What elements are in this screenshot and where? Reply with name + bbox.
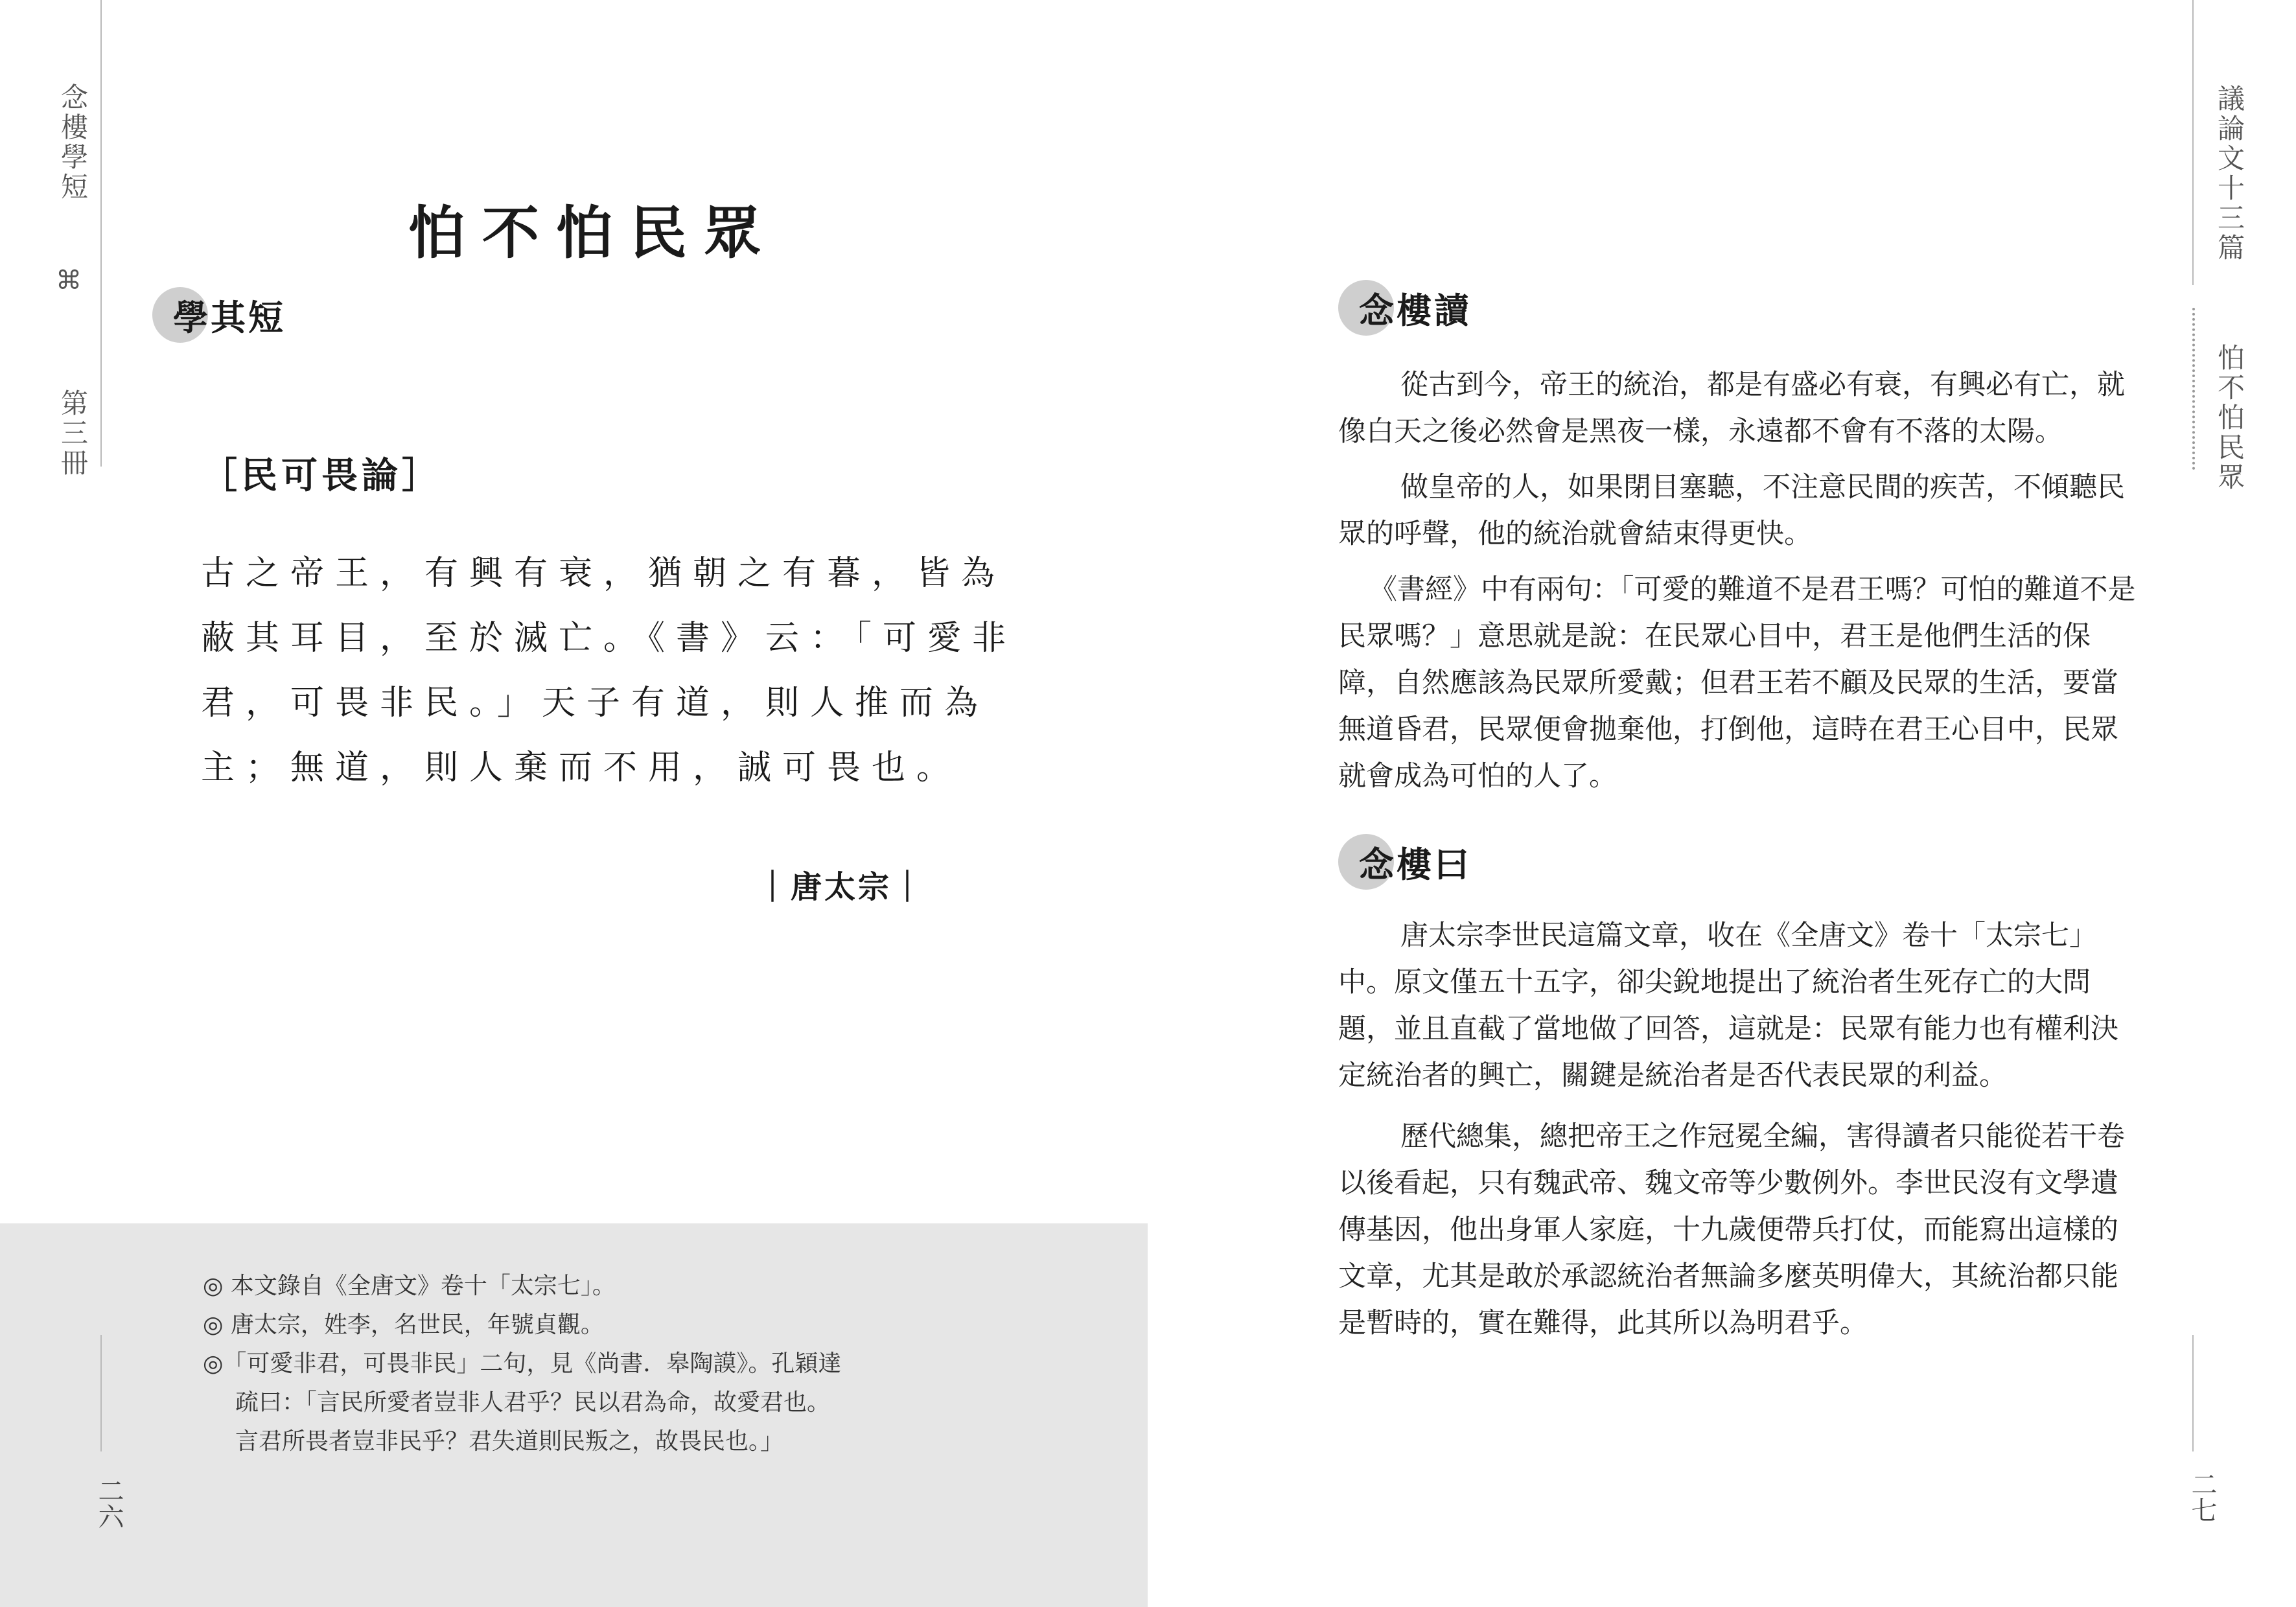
read-paragraph: 從古到今，帝王的統治，都是有盛必有衰，有興必有亡，就像白天之後必然會是黑夜一樣，永遠都不會有不落的太陽。 <box>1338 369 2125 448</box>
note-line: ◎「可愛非君，可畏非民」二句，見《尚書．皋陶謨》。孔穎達 <box>203 1350 842 1377</box>
read-body <box>1338 362 2142 809</box>
classical-line: 蔽其耳目，至於滅亡。《書》云：「可愛非 <box>201 619 1017 658</box>
classical-text <box>201 541 1017 800</box>
dotted-rule <box>2192 308 2195 470</box>
say-paragraph: 歷代總集，總把帝王之作冠冕全編，害得讀者只能從若干卷以後看起，只有魏武帝、魏文帝等少數例外。李世民沒有文學遺傳基因，他出身軍人家庭，十九歲便帶兵打仗，而能寫出這樣的文章，尤其是敢於承認統治者無論多麼英明偉大，其統治都只能是暫時的，實在難得，此其所以為明君乎。 <box>1338 1120 2125 1339</box>
note-line: 言君所畏者豈非民乎？君失道則民叛之，故畏民也。」 <box>235 1428 784 1455</box>
classical-line: 君，可畏非民。」天子有道，則人推而為 <box>201 684 990 723</box>
read-paragraph: 《書經》中有兩句：「可愛的難道不是君王嗎？可怕的難道不是民眾嗎？」意思就是說：在民眾心目中，君王是他們生活的保障，自然應該為民眾所愛戴；但君王若不顧及民眾的生活，要當無道昏君，民眾便會拋棄他，打倒他，這時在君王心目中，民眾就會成為可怕的人了。 <box>1338 573 2136 792</box>
read-paragraph: 做皇帝的人，如果閉目塞聽，不注意民間的疾苦，不傾聽民眾的呼聲，他的統治就會結束得更快。 <box>1338 471 2125 550</box>
notes-block <box>203 1267 841 1461</box>
right-margin-rule-bottom <box>2192 1335 2194 1451</box>
say-section-heading <box>1338 834 1472 890</box>
learn-heading-text: 學其短 <box>173 297 286 338</box>
volume-label: 第三冊 <box>57 389 89 478</box>
left-margin-rule-top <box>100 0 102 467</box>
page-title: 怕不怕民眾 <box>408 199 778 266</box>
say-heading-text: 念樓曰 <box>1359 844 1472 885</box>
say-paragraph: 唐太宗李世民這篇文章，收在《全唐文》卷十「太宗七」中。原文僅五十五字，卻尖銳地提出了統治者生死存亡的大問題，並且直截了當地做了回答，這就是：民眾有能力也有權利決定統治者的興亡，關鍵是統治者是否代表民眾的利益。 <box>1338 919 2118 1092</box>
note-line: ◎ 唐太宗，姓李，名世民，年號貞觀。 <box>203 1312 604 1338</box>
read-heading-text: 念樓讀 <box>1359 290 1472 331</box>
left-margin-rule-bottom <box>100 1335 102 1451</box>
note-line: 疏曰：「言民所愛者豈非人君乎？民以君為命，故愛君也。 <box>235 1389 831 1416</box>
command-symbol: ⌘ <box>56 266 82 295</box>
right-margin-rule-top <box>2192 0 2194 285</box>
classical-line: 古之帝王，有興有衰，猶朝之有暮，皆為 <box>201 554 1006 593</box>
say-body <box>1338 912 2142 1356</box>
book-title: 念樓學短 <box>57 83 89 202</box>
author-attribution: ｜唐太宗｜ <box>757 869 926 905</box>
chapter-label: 怕不怕民眾 <box>2214 343 2245 492</box>
learn-section-heading <box>152 287 286 343</box>
section-label: 議論文十三篇 <box>2214 84 2245 263</box>
right-page-number: 二七 <box>2187 1471 2217 1523</box>
read-section-heading <box>1338 280 1472 336</box>
source-title: ［民可畏論］ <box>201 455 442 497</box>
note-line: ◎ 本文錄自《全唐文》卷十「太宗七」。 <box>203 1273 616 1299</box>
classical-line: 主；無道，則人棄而不用，誠可畏也。 <box>201 748 962 787</box>
left-page-number: 二六 <box>94 1477 124 1529</box>
